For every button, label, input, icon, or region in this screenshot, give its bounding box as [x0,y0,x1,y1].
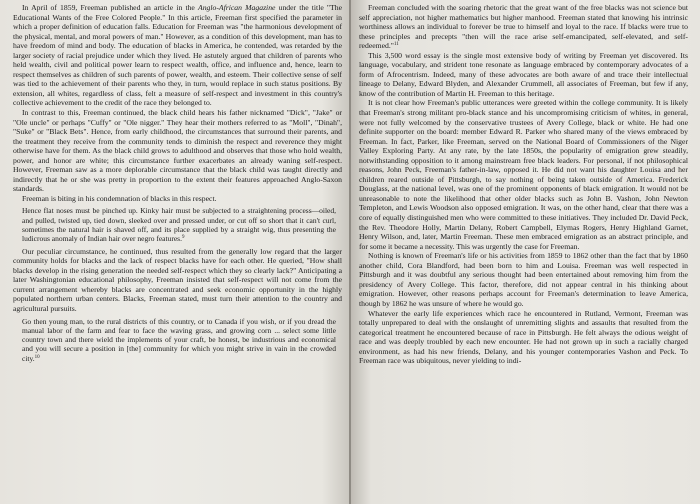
paragraph: Our peculiar circumstance, he continued, thus resulted from the generally low regard that the larger community holds for blacks and the lack of respect blacks have for each other. He queried, "How shall blacks develop in the rising generation the needed self-respect which they so clearly lack?" Anticipating a later Washingtonian educational philosophy, Freeman insisted that self-respect will not come from the current arrangement whereby blacks are concentrated and seek economic opportunity in the highly populated northern urban centers. Blacks, Freeman stated, must turn their attention to the country and agricultural pursuits. [13,246,342,313]
paragraph: In contrast to this, Freeman continued, the black child hears his father nicknamed "Dick", "Jake" or "Ole uncle" or perhaps "Cuffy" or "Ole nigger." They hear their mothers referred to as "Moll", "Dinah", "Suke" or "Black Bets". Hence, from early childhood, the circumstances that surround their parents, and the treatment they receive from the community tends to diminish the respect and reverence they might otherwise have for them. As the black child grows to adulthood and observes that those who hold wealth, power, and honor are white; this circumstance further exacerbates an already waning self-respect. However, Freeman saw as a more deplorable circumstance that the black child was taught directly and indirectly that he or she was pretty in proportion to the extent their features approached Anglo-Saxon standards. [13,108,342,194]
footnote-marker: 11 [393,42,399,48]
paragraph: It is not clear how Freeman's public utterances were greeted within the college community. It is likely that Freeman's strong militant pro-black stance and his uncompromising criticism of whites, in general, were not fully welcomed by the conservative trustees of Avery College, black or white. He had one definite supporter on the board: member Edward R. Parker who shared many of the views embraced by Freeman. In fact, Parker, like Freeman, served on the National Board of Commissioners of the Niger Valley Exploring Party. At any rate, by the late 1850s, the popularity of emigration grew steadily, notwithstanding opposition to it among mainstream free black leaders. For personal, if not philosophical reasons, John Peck, Freeman's father-in-law, opposed it. He did not want his daughter Louisa and her children reared outside of Pittsburgh, to say nothing of being taken outside of America. Frederick Douglass, at the national level, was one of the prominent opponents of black emigration. It would not be unreasonable to note the likelihood that other older blacks such as John B. Vashon, John Newton Templeton, and Lewis Woodson also opposed emigration. It was, on the other hand, clear that there was a core of equally distinguished men who were committed to these initiatives. They included Dr. David Peck, the Rev. Theodore Holly, Martin Delany, Robert Campbell, Elymas Rogers, Henry Highland Garnet, Henry Wilson, and, later, Martin Freeman. These men embraced emigration as an abstract principle, and for some it became a necessity. This was urgently the case for Freeman. [359,98,688,251]
right-page [350,0,700,504]
block-quote: Go then young man, to the rural districts of this country, or to Canada if you wish, or if you dread the manual labor of the farm and fear to face the waving grass, and growing corn ... select some little country town and there wield the implements of your craft, be honest, be industrious and economical and you will secure a position in [the] community for which you might strive in vain in the crowded city.$^{10}$ [22,316,336,363]
book-gutter [349,0,351,504]
paragraph: Nothing is known of Freeman's life or his activities from 1859 to 1862 other than the fact that by 1860 another child, Cora Blandford, had been born to him and Louisa. Freeman was well respected in Pittsburgh and it was doubtful any serious thought had been entertained about removing him from the presidency of Avery College. This factor, therefore, did not appear central in his thinking about emigration. However, other reasons perhaps account for Freeman's determination to leave America, though by 1862 he was unsure of where he would go. [359,251,688,308]
paragraph: Whatever the early life experiences which race he encountered in Rutland, Vermont, Freeman was totally unprepared to deal with the onslaught of unremitting slights and assaults that resulted from the categorical treatment he encountered because of race in Pittsburgh. He felt always the odious weight of race and was deeply troubled by each new encounter. He had not grown up in such a racially charged environment, as had his new friends, Delany, and his younger contemporaries Vashon and Peck. To Freeman race was ubiquitous, never yielding to indi- [359,308,688,366]
block-quote: Hence flat noses must be pinched up. Kinky hair must be subjected to a straightening process—oiled, and pulled, twisted up, tied down, sleeked over and pressed under, or cut off so short that it can't curl, sometimes the natural hair is shaved off, and its place supplied by a straight wig, thus presenting the ludicrous anomaly of Indian hair over negro features.$^9$ [22,206,336,244]
footnote-marker: 10 [34,354,40,360]
footnote-marker: 9 [181,235,185,241]
paragraph: Freeman is biting in his condemnation of blacks in this respect. [22,193,217,203]
journal-title: Anglo-African Magazine [198,3,276,12]
paragraph: In April of 1859, Freeman published an article in the Anglo-African Magazine under the title "The Educational Wants of the Free Colored People." In this article, Freeman first specified the parameter in which a proper definition of education falls. Education for Freeman was "the harmonious development of the physical, mental, and moral powers of man." However, as a condition of this development, man has to have freedom of mind and body. The education of blacks in America, he contended, was retarded by the larger society of racial prejudice under which they lived. He astutely argued that children of parents who held wealth, civil and political power learn to respect wealth, office, and influence and, hence, learn to respect themselves as children of such parents of power, wealth, and esteem. Their collective sense of self was tied to the achievement of their parents who they, in turn, would replace in such status positions. By extension, all whites, regardless of class, felt a measure of self-respect and investment in this country's collective achievement to the credit of the race they belonged to. [13,3,342,108]
paragraph: This 3,500 word essay is the single most extensive body of writing by Freeman yet discovered. Its language, vocabulary, and strident tone resonate as language embraced by contemporary advocates of a form of Afrocentrism. Indeed, many of these advocates are both aware of and trace their intellectual lineage to Delany, Edward Blyden, and Alexander Crummell, all associates of Freeman, but few if any, know of the contribution of Martin H. Freeman to this heritage. [359,50,688,98]
paragraph: Freeman concluded with the soaring rhetoric that the great want of the free blacks was not science but self appreciation, not higher mathematics but higher manhood. Freeman stated that knowing his intrinsic worthiness allows an individual to forever be true to himself and loyal to the race. If blacks were true to these principles and precepts "then will the race arise self-emancipated, self-elevated, and self-redeemed."$^{11}$ [359,3,688,51]
